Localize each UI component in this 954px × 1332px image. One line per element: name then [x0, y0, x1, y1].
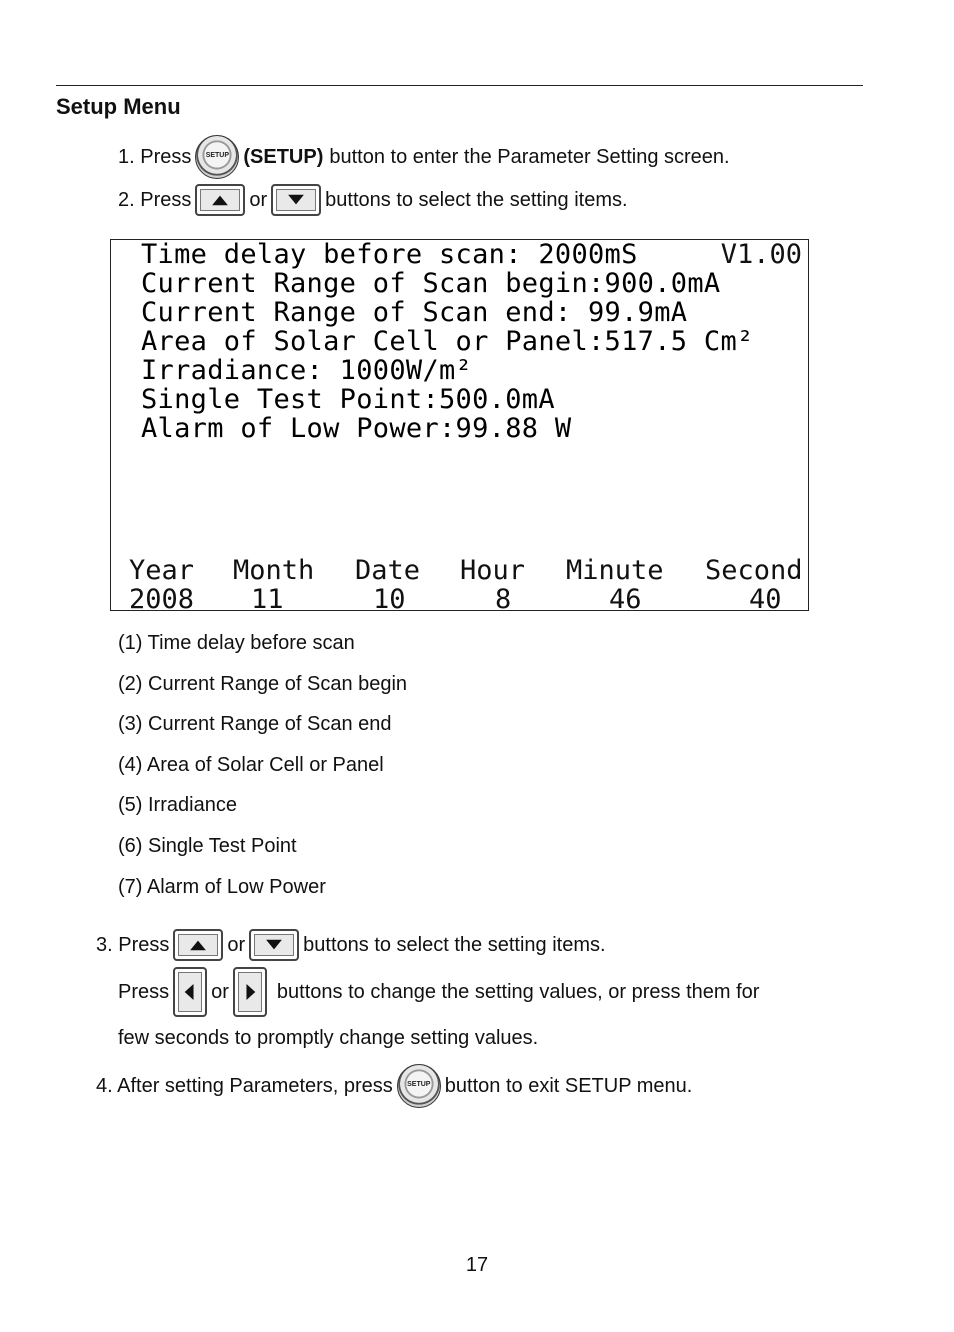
item-alarm: (7) Alarm of Low Power [118, 876, 326, 898]
lcd-row-range-begin: Current Range of Scan begin:900.0mA [141, 268, 721, 299]
step-3-line-2-or: or [211, 980, 229, 1003]
header-rule [56, 85, 863, 86]
step-4 [96, 1062, 692, 1110]
step-3 [96, 927, 606, 963]
lcd-clock-value-minute: 46 [609, 584, 642, 611]
item-range-begin: (2) Current Range of Scan begin [118, 673, 408, 695]
step-4-prefix: 4. After setting Parameters, press [96, 1074, 393, 1097]
step-1 [118, 133, 730, 181]
lcd-version: V1.00 [720, 239, 802, 270]
right-arrow-key-icon [233, 967, 267, 1017]
step-1-suffix: button to enter the Parameter Setting screen. [329, 145, 730, 168]
lcd-row-time-delay: Time delay before scan: 2000mS [141, 239, 638, 270]
lcd-row-range-end: Current Range of Scan end: 99.9mA [141, 297, 688, 328]
lcd-clock-value-year: 2008 [129, 584, 195, 611]
section-heading: Setup Menu [56, 94, 181, 119]
lcd-clock-header-year: Year [129, 555, 195, 586]
lcd-row-alarm: Alarm of Low Power:99.88 W [141, 413, 572, 444]
step-3-line-2-prefix: Press [118, 980, 170, 1003]
step-3-line-3: few seconds to promptly change setting values. [118, 1026, 539, 1049]
step-3-prefix: 3. Press [96, 933, 170, 956]
lcd-clock-header-second: Second [705, 555, 803, 586]
step-3-suffix: buttons to select the setting items. [303, 933, 606, 956]
lcd-clock-header-minute: Minute [566, 555, 664, 586]
page-number: 17 [465, 1254, 489, 1276]
setup-button-icon: SETUP [195, 135, 239, 179]
step-2-suffix: buttons to select the setting items. [325, 188, 628, 211]
lcd-parameter-screen [110, 239, 809, 611]
item-time-delay: (1) Time delay before scan [118, 632, 355, 654]
item-range-end: (3) Current Range of Scan end [118, 713, 392, 735]
lcd-clock-header-hour: Hour [460, 555, 526, 586]
left-arrow-key-icon [173, 967, 207, 1017]
step-3-line-2-suffix: buttons to change the setting values, or press them for [276, 980, 760, 1003]
step-2-prefix: 2. Press [118, 188, 192, 211]
step-2 [118, 182, 628, 218]
setup-button-icon: SETUP [397, 1064, 441, 1108]
lcd-clock-header-month: Month [233, 555, 315, 586]
item-single-test-point: (6) Single Test Point [118, 835, 297, 857]
lcd-clock-value-date: 10 [373, 584, 406, 611]
step-3-or: or [227, 933, 246, 956]
lcd-clock-value-hour: 8 [495, 584, 512, 611]
item-irradiance: (5) Irradiance [118, 794, 237, 816]
lcd-row-single-test-point: Single Test Point:500.0mA [141, 384, 555, 415]
up-arrow-key-icon [173, 929, 223, 961]
down-arrow-key-icon [271, 184, 321, 216]
lcd-row-irradiance: Irradiance: 1000W/m² [141, 355, 473, 386]
step-4-suffix: button to exit SETUP menu. [444, 1074, 693, 1097]
step-3-line-2 [118, 966, 759, 1018]
lcd-clock-value-month: 11 [251, 584, 284, 611]
step-1-bold: (SETUP) [243, 145, 324, 168]
step-1-prefix: 1. Press [118, 145, 192, 168]
item-area: (4) Area of Solar Cell or Panel [118, 754, 384, 776]
down-arrow-key-icon [249, 929, 299, 961]
lcd-clock-value-second: 40 [749, 584, 782, 611]
up-arrow-key-icon [195, 184, 245, 216]
lcd-clock-header-date: Date [355, 555, 421, 586]
step-2-or: or [249, 188, 268, 211]
lcd-row-area: Area of Solar Cell or Panel:517.5 Cm² [141, 326, 754, 357]
